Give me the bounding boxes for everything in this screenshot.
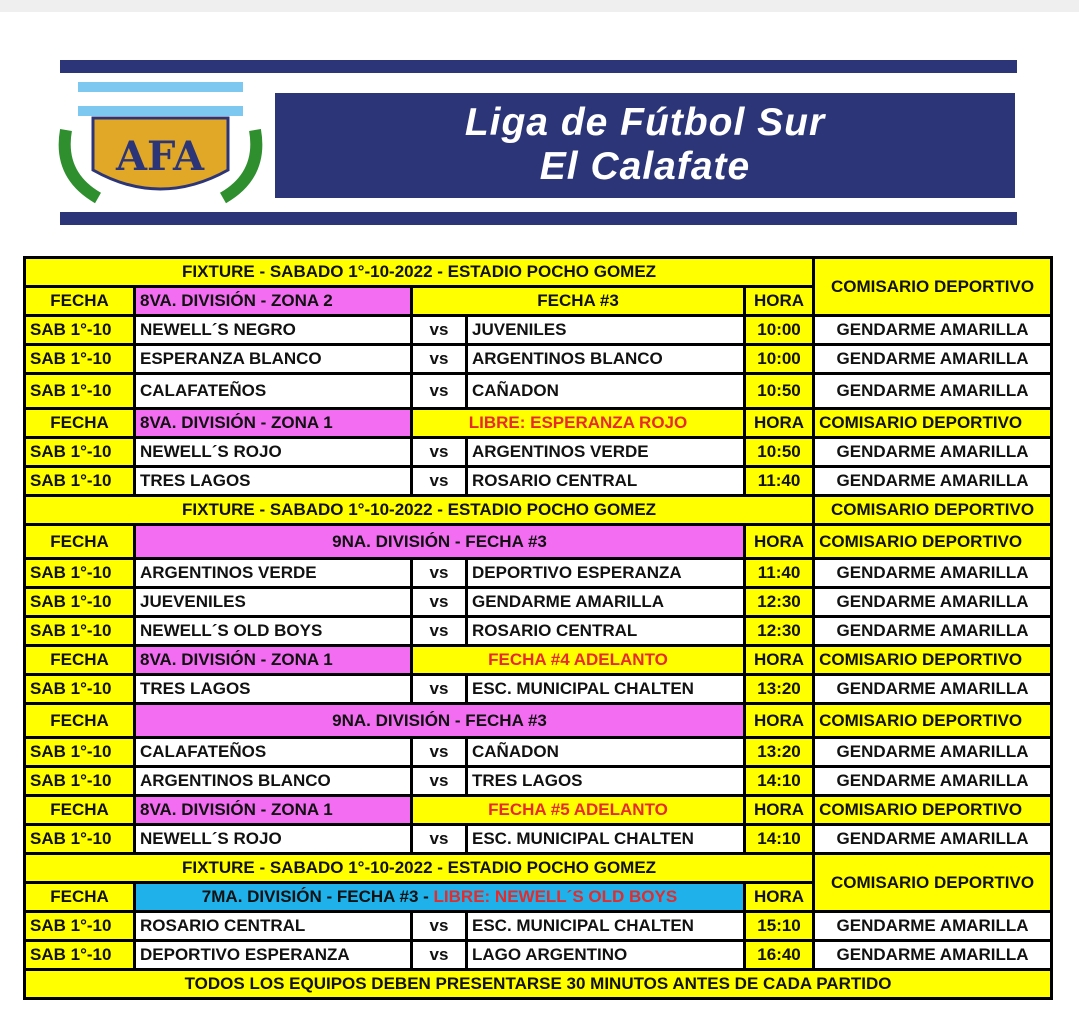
vs-label: vs (412, 825, 467, 854)
away-team: CAÑADON (467, 374, 745, 409)
fecha-header: FECHA (25, 409, 135, 438)
league-title-banner (275, 93, 1015, 198)
home-team: NEWELL´S ROJO (135, 438, 412, 467)
fixture-title: FIXTURE - SABADO 1°-10-2022 - ESTADIO POCHO GOMEZ (25, 854, 814, 883)
fecha-header: FECHA (25, 704, 135, 738)
league-city: El Calafate (539, 145, 751, 188)
match-comisario: GENDARME AMARILLA (814, 559, 1052, 588)
match-time: 13:20 (745, 738, 814, 767)
match-time: 10:50 (745, 374, 814, 409)
comisario-header: COMISARIO DEPORTIVO (814, 646, 1052, 675)
table-row (25, 316, 1052, 345)
table-row (25, 704, 1052, 738)
vs-label: vs (412, 374, 467, 409)
hora-header: HORA (745, 525, 814, 559)
comisario-header: COMISARIO DEPORTIVO (814, 409, 1052, 438)
away-team: ROSARIO CENTRAL (467, 467, 745, 496)
home-team: JUEVENILES (135, 588, 412, 617)
match-comisario: GENDARME AMARILLA (814, 438, 1052, 467)
fecha-header: FECHA (25, 525, 135, 559)
match-date: SAB 1°-10 (25, 825, 135, 854)
section-note: FECHA #4 ADELANTO (412, 646, 745, 675)
match-comisario: GENDARME AMARILLA (814, 588, 1052, 617)
division-label (135, 883, 745, 912)
match-date: SAB 1°-10 (25, 738, 135, 767)
division-label: 8VA. DIVISIÓN - ZONA 1 (135, 646, 412, 675)
match-date: SAB 1°-10 (25, 617, 135, 646)
table-row (25, 525, 1052, 559)
match-date: SAB 1°-10 (25, 467, 135, 496)
bottom-divider (60, 212, 1017, 225)
comisario-header: COMISARIO DEPORTIVO (814, 796, 1052, 825)
hora-header: HORA (745, 704, 814, 738)
table-row (25, 912, 1052, 941)
match-comisario: GENDARME AMARILLA (814, 316, 1052, 345)
match-comisario: GENDARME AMARILLA (814, 941, 1052, 970)
footer-note: TODOS LOS EQUIPOS DEBEN PRESENTARSE 30 MINUTOS ANTES DE CADA PARTIDO (25, 970, 1052, 999)
table-row (25, 258, 1052, 287)
fixture-title: FIXTURE - SABADO 1°-10-2022 - ESTADIO POCHO GOMEZ (25, 496, 814, 525)
vs-label: vs (412, 738, 467, 767)
vs-label: vs (412, 316, 467, 345)
hora-header: HORA (745, 409, 814, 438)
comisario-header: COMISARIO DEPORTIVO (814, 496, 1052, 525)
match-time: 13:20 (745, 675, 814, 704)
vs-label: vs (412, 588, 467, 617)
away-team: LAGO ARGENTINO (467, 941, 745, 970)
away-team: ESC. MUNICIPAL CHALTEN (467, 825, 745, 854)
fecha-header: FECHA (25, 883, 135, 912)
division-label: 9NA. DIVISIÓN - FECHA #3 (135, 704, 745, 738)
match-time: 10:50 (745, 438, 814, 467)
home-team: DEPORTIVO ESPERANZA (135, 941, 412, 970)
match-date: SAB 1°-10 (25, 941, 135, 970)
vs-label: vs (412, 912, 467, 941)
fixture-table (23, 256, 1053, 1000)
away-team: ARGENTINOS VERDE (467, 438, 745, 467)
match-time: 14:10 (745, 767, 814, 796)
away-team: JUVENILES (467, 316, 745, 345)
home-team: ARGENTINOS VERDE (135, 559, 412, 588)
match-date: SAB 1°-10 (25, 374, 135, 409)
table-row (25, 767, 1052, 796)
table-row (25, 675, 1052, 704)
vs-label: vs (412, 675, 467, 704)
table-row (25, 374, 1052, 409)
table-row (25, 854, 1052, 883)
division-text: 7MA. DIVISIÓN - FECHA #3 - (201, 887, 434, 906)
home-team: CALAFATEÑOS (135, 374, 412, 409)
division-label: 8VA. DIVISIÓN - ZONA 2 (135, 287, 412, 316)
match-time: 12:30 (745, 588, 814, 617)
match-time: 14:10 (745, 825, 814, 854)
table-row (25, 496, 1052, 525)
match-comisario: GENDARME AMARILLA (814, 912, 1052, 941)
home-team: NEWELL´S OLD BOYS (135, 617, 412, 646)
top-strip (0, 0, 1079, 12)
hora-header: HORA (745, 646, 814, 675)
table-row (25, 409, 1052, 438)
vs-label: vs (412, 345, 467, 374)
away-team: CAÑADON (467, 738, 745, 767)
match-comisario: GENDARME AMARILLA (814, 467, 1052, 496)
away-team: ROSARIO CENTRAL (467, 617, 745, 646)
match-date: SAB 1°-10 (25, 767, 135, 796)
table-row (25, 796, 1052, 825)
home-team: CALAFATEÑOS (135, 738, 412, 767)
table-row (25, 738, 1052, 767)
home-team: ROSARIO CENTRAL (135, 912, 412, 941)
table-row (25, 646, 1052, 675)
match-time: 10:00 (745, 345, 814, 374)
match-date: SAB 1°-10 (25, 438, 135, 467)
match-time: 15:10 (745, 912, 814, 941)
match-time: 12:30 (745, 617, 814, 646)
match-date: SAB 1°-10 (25, 675, 135, 704)
top-divider (60, 60, 1017, 73)
fecha-header: FECHA (25, 796, 135, 825)
afa-logo-icon (58, 80, 263, 208)
vs-label: vs (412, 617, 467, 646)
libre-note: LIBRE: NEWELL´S OLD BOYS (433, 887, 678, 906)
match-comisario: GENDARME AMARILLA (814, 825, 1052, 854)
match-date: SAB 1°-10 (25, 588, 135, 617)
home-team: ARGENTINOS BLANCO (135, 767, 412, 796)
fixture-title: FIXTURE - SABADO 1°-10-2022 - ESTADIO POCHO GOMEZ (25, 258, 814, 287)
match-comisario: GENDARME AMARILLA (814, 617, 1052, 646)
home-team: TRES LAGOS (135, 675, 412, 704)
table-row (25, 617, 1052, 646)
match-date: SAB 1°-10 (25, 559, 135, 588)
fecha-header: FECHA (25, 287, 135, 316)
league-title: Liga de Fútbol Sur (464, 101, 826, 144)
hora-header: HORA (745, 796, 814, 825)
match-date: SAB 1°-10 (25, 316, 135, 345)
fecha-header: FECHA (25, 646, 135, 675)
home-team: TRES LAGOS (135, 467, 412, 496)
section-note: FECHA #3 (412, 287, 745, 316)
match-time: 11:40 (745, 559, 814, 588)
match-comisario: GENDARME AMARILLA (814, 675, 1052, 704)
hora-header: HORA (745, 287, 814, 316)
away-team: TRES LAGOS (467, 767, 745, 796)
home-team: NEWELL´S NEGRO (135, 316, 412, 345)
table-row (25, 345, 1052, 374)
table-row (25, 588, 1052, 617)
table-row (25, 438, 1052, 467)
match-time: 16:40 (745, 941, 814, 970)
away-team: GENDARME AMARILLA (467, 588, 745, 617)
home-team: NEWELL´S ROJO (135, 825, 412, 854)
match-time: 11:40 (745, 467, 814, 496)
vs-label: vs (412, 941, 467, 970)
home-team: ESPERANZA BLANCO (135, 345, 412, 374)
away-team: DEPORTIVO ESPERANZA (467, 559, 745, 588)
away-team: ESC. MUNICIPAL CHALTEN (467, 912, 745, 941)
hora-header: HORA (745, 883, 814, 912)
svg-text:AFA: AFA (115, 133, 205, 180)
match-comisario: GENDARME AMARILLA (814, 738, 1052, 767)
comisario-header: COMISARIO DEPORTIVO (814, 258, 1052, 316)
division-label: 8VA. DIVISIÓN - ZONA 1 (135, 409, 412, 438)
table-row (25, 970, 1052, 999)
table-row (25, 941, 1052, 970)
section-note: LIBRE: ESPERANZA ROJO (412, 409, 745, 438)
match-date: SAB 1°-10 (25, 912, 135, 941)
table-row (25, 559, 1052, 588)
away-team: ARGENTINOS BLANCO (467, 345, 745, 374)
away-team: ESC. MUNICIPAL CHALTEN (467, 675, 745, 704)
match-date: SAB 1°-10 (25, 345, 135, 374)
vs-label: vs (412, 559, 467, 588)
vs-label: vs (412, 767, 467, 796)
match-comisario: GENDARME AMARILLA (814, 345, 1052, 374)
table-row (25, 825, 1052, 854)
match-comisario: GENDARME AMARILLA (814, 374, 1052, 409)
division-label: 9NA. DIVISIÓN - FECHA #3 (135, 525, 745, 559)
comisario-header: COMISARIO DEPORTIVO (814, 854, 1052, 912)
division-label: 8VA. DIVISIÓN - ZONA 1 (135, 796, 412, 825)
comisario-header: COMISARIO DEPORTIVO (814, 525, 1052, 559)
section-note: FECHA #5 ADELANTO (412, 796, 745, 825)
comisario-header: COMISARIO DEPORTIVO (814, 704, 1052, 738)
vs-label: vs (412, 438, 467, 467)
table-row (25, 467, 1052, 496)
vs-label: vs (412, 467, 467, 496)
match-comisario: GENDARME AMARILLA (814, 767, 1052, 796)
match-time: 10:00 (745, 316, 814, 345)
